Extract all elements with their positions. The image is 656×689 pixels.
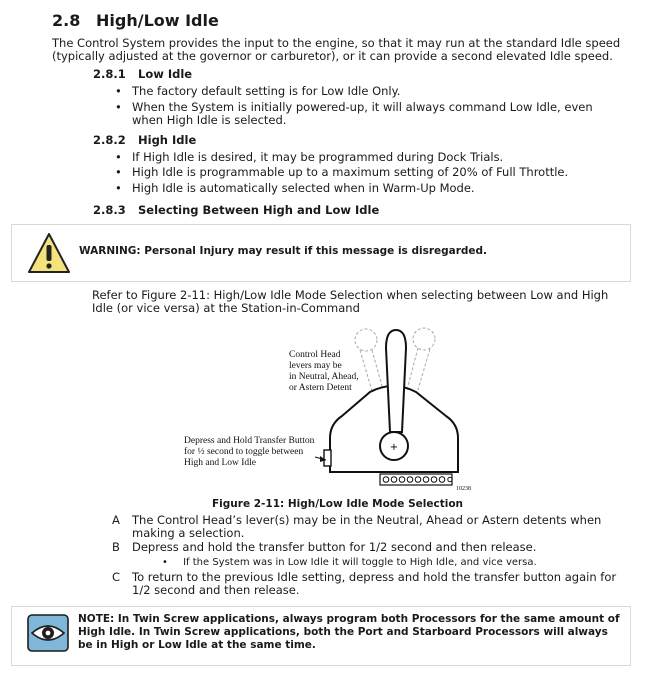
bullet-icon: •: [162, 557, 168, 568]
control-head-diagram: [180, 322, 480, 498]
subsection-title: Selecting Between High and Low Idle: [138, 203, 380, 217]
subsection-number: 2.8.2: [93, 133, 126, 147]
bullet-icon: •: [115, 100, 122, 114]
figure-caption: Figure 2-11: High/Low Idle Mode Selection: [212, 498, 464, 510]
note-text: NOTE: In Twin Screw applications, always program both Processors for the same amount of High Idle. In Twin Screw applications, both the Port and Starboard Processors will always be in High or Low Idle at the same time.: [78, 613, 620, 651]
bullet-icon: •: [115, 165, 122, 179]
warning-text: WARNING: Personal Injury may result if this message is disregarded.: [79, 245, 488, 257]
subsection-title: Low Idle: [138, 67, 193, 81]
figure-label-levers: Control Head levers may be in Neutral, Ahead, or Astern Detent: [289, 350, 359, 393]
note-box: [11, 606, 631, 666]
bullet-icon: •: [115, 150, 122, 164]
section-number: 2.8: [52, 11, 81, 30]
list-item: • If the System was in Low Idle it will toggle to High Idle, and vice versa.: [162, 557, 537, 568]
warning-box: [11, 224, 631, 282]
subsection-number: 2.8.3: [93, 203, 126, 217]
refer-paragraph: Refer to Figure 2-11: High/Low Idle Mode Selection when selecting between Low and High Idle (or vice versa) at the Station-in-Command: [92, 288, 609, 315]
warning-icon: [26, 231, 72, 275]
subsection-number: 2.8.1: [93, 67, 126, 81]
bullet-icon: •: [115, 84, 122, 98]
bullet-icon: •: [115, 181, 122, 195]
section-title: High/Low Idle: [96, 11, 219, 30]
eye-icon: [26, 613, 70, 653]
subsection-title: High Idle: [138, 133, 197, 147]
section-intro: The Control System provides the input to the engine, so that it may run at the standard Idle speed (typically adjusted at the governor or carburetor), or it can provide a second elevated Idle speed.: [52, 36, 621, 63]
figure-part-number: 10238: [456, 486, 471, 492]
figure-label-depress: Depress and Hold Transfer Button for ½ second to toggle between High and Low Idle: [184, 436, 315, 468]
svg-text:+: +: [389, 442, 399, 453]
